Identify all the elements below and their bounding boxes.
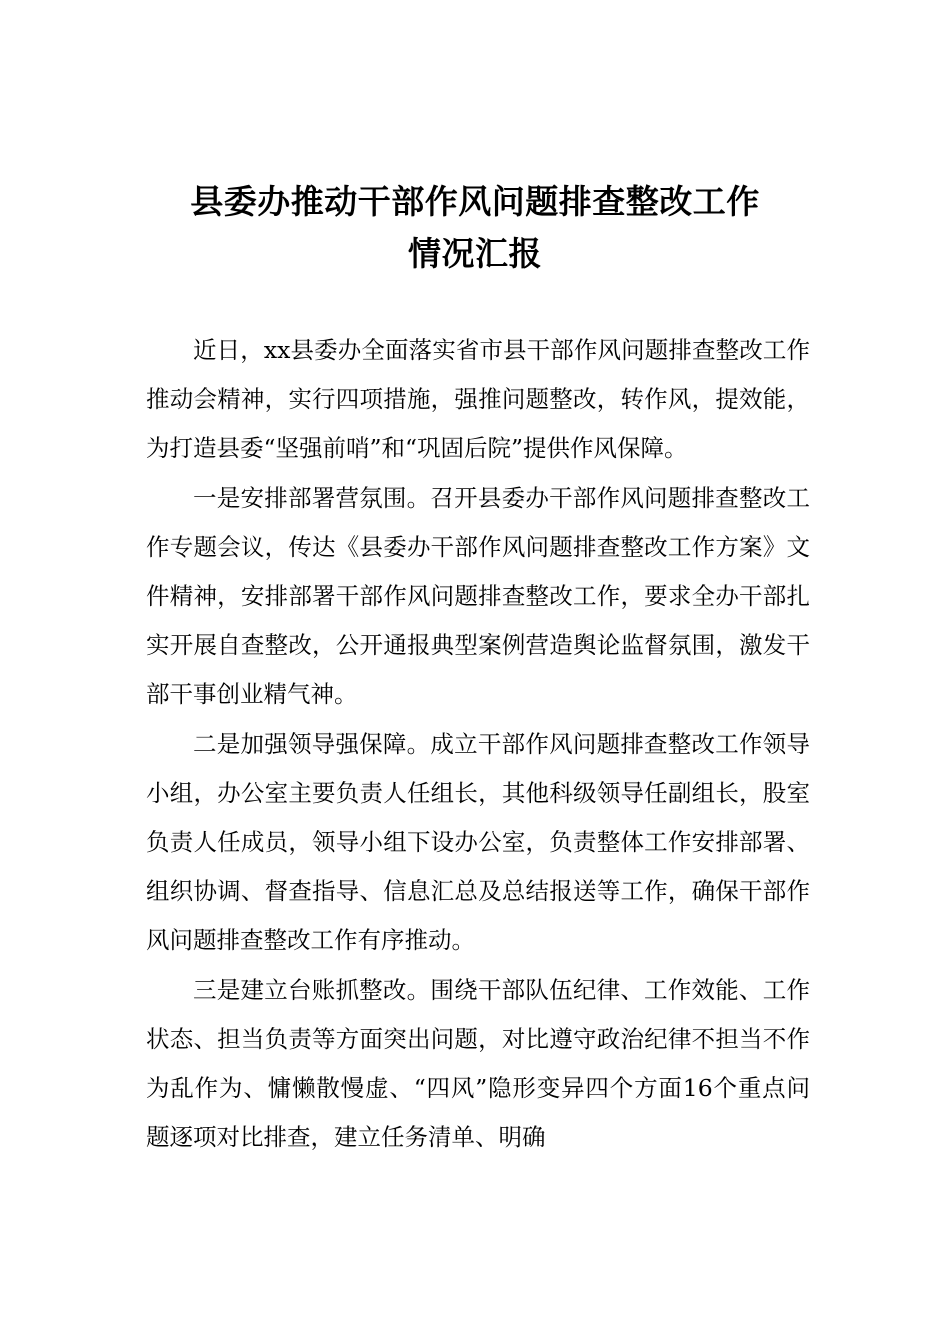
document-body	[146, 326, 810, 1162]
paragraph-measure-1: 一是安排部署营氛围。召开县委办干部作风问题排查整改工作专题会议，传达《县委办干部作风问题排查整改工作方案》文件精神，安排部署干部作风问题排查整改工作，要求全办干部扎实开展自查整改，公开通报典型案例营造舆论监督氛围，激发干部干事创业精气神。	[146, 483, 810, 709]
paragraph-measure-3: 三是建立台账抓整改。围绕干部队伍纪律、工作效能、工作状态、担当负责等方面突出问题，对比遵守政治纪律不担当不作为乱作为、慵懒散慢虚、“四风”隐形变异四个方面16个重点问题逐项对比排查，建立任务清单、明确	[146, 975, 810, 1152]
paragraph-measure-2: 二是加强领导强保障。成立干部作风问题排查整改工作领导小组，办公室主要负责人任组长，其他科级领导任副组长，股室负责人任成员，领导小组下设办公室，负责整体工作安排部署、组织协调、督查指导、信息汇总及总结报送等工作，确保干部作风问题排查整改工作有序推动。	[146, 729, 810, 955]
document-title	[100, 176, 850, 280]
title-line-1: 县委办推动干部作风问题排查整改工作	[190, 182, 760, 221]
paragraph-intro: 近日，xx县委办全面落实省市县干部作风问题排查整改工作推动会精神，实行四项措施，强推问题整改，转作风，提效能，为打造县委“坚强前哨”和“巩固后院”提供作风保障。	[146, 336, 810, 463]
title-line-2: 情况汇报	[408, 234, 542, 273]
